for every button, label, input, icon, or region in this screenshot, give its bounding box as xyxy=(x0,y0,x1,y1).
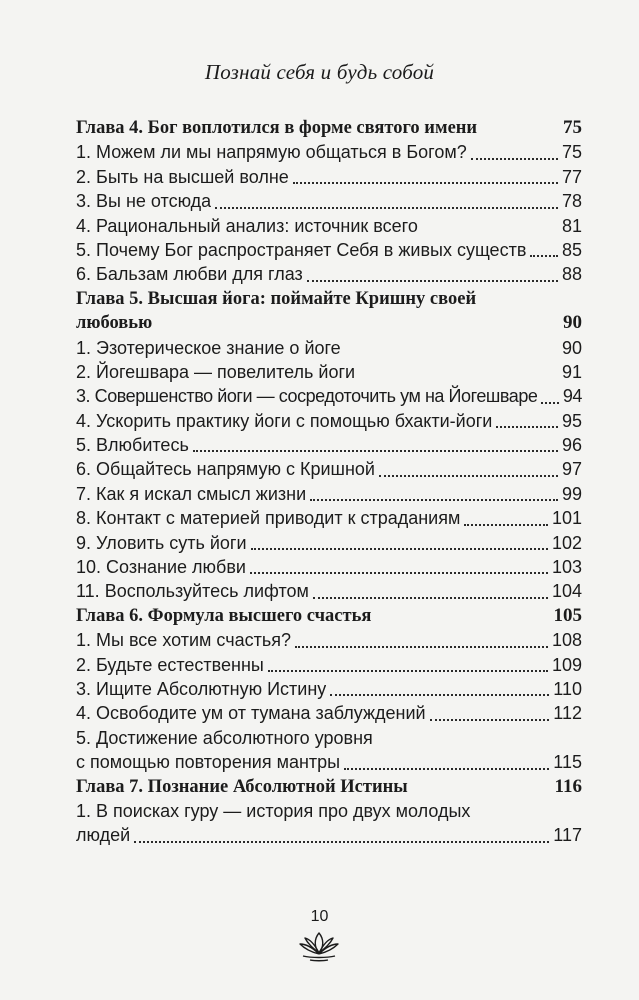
toc-entry-title: 6. Общайтесь напрямую с Кришной xyxy=(76,459,375,480)
toc-entry xyxy=(76,482,582,506)
dot-leader xyxy=(430,718,550,721)
toc-entry-page: 90 xyxy=(563,312,582,334)
toc-entry-title: 4. Освободите ум от тумана заблуждений xyxy=(76,703,426,724)
toc-entry-title: 10. Сознание любви xyxy=(76,557,246,578)
toc-entry-title: 1. В поисках гуру — история про двух молодых xyxy=(76,800,471,821)
toc-entry-title: Глава 5. Высшая йога: поймайте Кришну своей xyxy=(76,288,477,309)
toc-entry-cont xyxy=(76,750,582,774)
dot-leader xyxy=(541,401,558,404)
toc-entry-title: 7. Как я искал смысл жизни xyxy=(76,483,307,504)
toc-entry-title: 5. Почему Бог распространяет Себя в живых существ xyxy=(76,239,527,260)
toc-entry-page: 115 xyxy=(553,752,582,773)
dot-leader xyxy=(464,523,548,526)
toc-entry-page: 102 xyxy=(551,532,582,553)
table-of-contents xyxy=(76,116,582,848)
toc-entry-title: 2. Быть на высшей волне xyxy=(76,166,289,187)
toc-entry xyxy=(76,409,582,433)
toc-entry xyxy=(76,506,582,530)
toc-entry-page: 117 xyxy=(553,825,582,846)
toc-entry-title: 2. Будьте естественны xyxy=(76,654,264,675)
dot-leader xyxy=(530,254,558,257)
toc-entry-page: 78 xyxy=(561,191,582,212)
toc-entry xyxy=(76,384,582,408)
toc-entry xyxy=(76,653,582,677)
toc-entry xyxy=(76,140,582,164)
running-title: Познай себя и будь собой xyxy=(204,60,435,84)
dot-leader xyxy=(471,157,558,160)
toc-entry-title: людей xyxy=(76,825,131,846)
dot-leader xyxy=(293,181,558,184)
toc-entry-title: любовью xyxy=(76,313,153,334)
dot-leader xyxy=(251,547,548,550)
dot-leader xyxy=(330,693,549,696)
dot-leader xyxy=(310,498,558,501)
toc-entry-page: 91 xyxy=(561,361,582,382)
toc-entry-page: 109 xyxy=(551,654,582,675)
toc-entry-title: 9. Уловить суть йоги xyxy=(76,532,247,553)
toc-entry-page: 116 xyxy=(554,775,582,797)
page-number: 10 xyxy=(310,908,329,925)
toc-entry-page: 105 xyxy=(553,604,582,626)
toc-entry-title: 5. Достижение абсолютного уровня xyxy=(76,727,373,748)
toc-entry-page: 112 xyxy=(553,703,582,724)
dot-leader xyxy=(344,767,549,770)
dot-leader xyxy=(307,279,558,282)
toc-entry-title: 11. Воспользуйтесь лифтом xyxy=(76,581,309,602)
toc-entry xyxy=(76,262,582,286)
toc-entry-page: 103 xyxy=(551,557,582,578)
toc-entry xyxy=(76,165,582,189)
toc-entry-title: 8. Контакт с материей приводит к страданиям xyxy=(76,508,461,529)
toc-entry xyxy=(76,799,582,823)
toc-entry-title: 1. Мы все хотим счастья? xyxy=(76,630,291,651)
toc-entry-title: Глава 4. Бог воплотился в форме святого имени xyxy=(76,117,478,138)
toc-entry-title: Глава 7. Познание Абсолютной Истины xyxy=(76,776,408,797)
toc-entry-page: 88 xyxy=(561,264,582,285)
toc-chapter-6 xyxy=(76,604,582,628)
toc-entry-page: 110 xyxy=(553,678,582,699)
dot-leader xyxy=(313,596,548,599)
dot-leader xyxy=(193,449,558,452)
toc-entry-title: 4. Ускорить практику йоги с помощью бхакти-йоги xyxy=(76,410,493,431)
toc-entry-page: 75 xyxy=(563,116,582,138)
toc-entry-page: 85 xyxy=(561,239,582,260)
toc-chapter-4 xyxy=(76,116,582,140)
toc-entry-page: 99 xyxy=(561,483,582,504)
toc-entry-title: с помощью повторения мантры xyxy=(76,752,341,773)
toc-chapter-5-cont xyxy=(76,311,582,335)
toc-entry xyxy=(76,677,582,701)
toc-chapter-5 xyxy=(76,287,582,311)
toc-entry-page: 104 xyxy=(551,581,582,602)
toc-entry-cont xyxy=(76,823,582,847)
toc-entry-title: 5. Влюбитесь xyxy=(76,435,189,456)
toc-entry xyxy=(76,238,582,262)
toc-entry-title: 6. Бальзам любви для глаз xyxy=(76,264,303,285)
toc-entry-page: 97 xyxy=(561,459,582,480)
toc-entry-title: 3. Совершенство йоги — сосредоточить ум на Йогешваре xyxy=(76,386,538,407)
toc-entry xyxy=(76,701,582,725)
dot-leader xyxy=(295,645,548,648)
toc-entry xyxy=(76,336,582,360)
toc-entry-page: 108 xyxy=(551,630,582,651)
toc-entry-title: Глава 6. Формула высшего счастья xyxy=(76,605,372,626)
dot-leader xyxy=(268,669,548,672)
toc-entry xyxy=(76,214,582,238)
toc-entry-page: 75 xyxy=(561,142,582,163)
toc-entry-title: 1. Можем ли мы напрямую общаться в Богом? xyxy=(76,142,467,163)
toc-entry xyxy=(76,433,582,457)
dot-leader xyxy=(496,425,558,428)
toc-entry xyxy=(76,555,582,579)
toc-entry xyxy=(76,531,582,555)
lotus-icon xyxy=(297,930,341,964)
toc-entry xyxy=(76,579,582,603)
toc-entry-page: 81 xyxy=(561,215,582,236)
toc-entry xyxy=(76,189,582,213)
toc-entry-page: 101 xyxy=(551,508,582,529)
dot-leader xyxy=(379,474,558,477)
toc-entry-page: 96 xyxy=(561,435,582,456)
toc-entry xyxy=(76,457,582,481)
toc-entry xyxy=(76,628,582,652)
toc-chapter-7 xyxy=(76,775,582,799)
toc-entry xyxy=(76,726,582,750)
toc-entry-title: 3. Ищите Абсолютную Истину xyxy=(76,678,327,699)
dot-leader xyxy=(250,571,548,574)
toc-entry-title: 1. Эзотерическое знание о йоге xyxy=(76,337,341,358)
toc-entry-page: 90 xyxy=(561,337,582,358)
toc-entry-page: 94 xyxy=(562,386,582,407)
toc-entry-title: 3. Вы не отсюда xyxy=(76,191,212,212)
toc-entry-title: 4. Рациональный анализ: источник всего xyxy=(76,215,418,236)
toc-entry-page: 77 xyxy=(561,166,582,187)
toc-entry-title: 2. Йогешвара — повелитель йоги xyxy=(76,361,356,382)
toc-entry-page: 95 xyxy=(561,410,582,431)
toc-entry xyxy=(76,360,582,384)
dot-leader xyxy=(134,840,549,843)
dot-leader xyxy=(215,206,558,209)
